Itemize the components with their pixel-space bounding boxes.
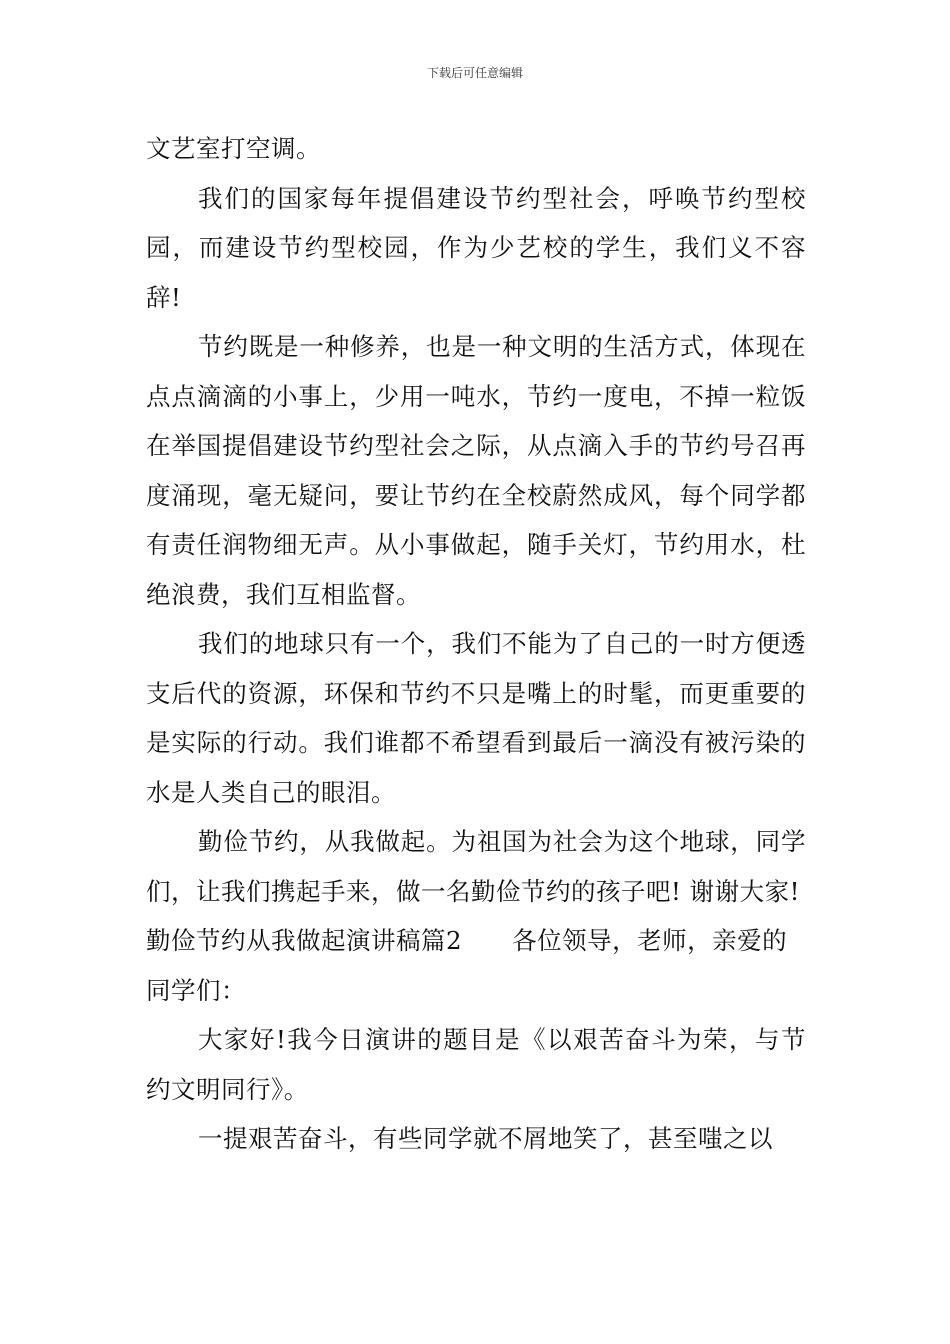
paragraph: 文艺室打空调。 xyxy=(146,134,321,163)
section-heading: 勤俭节约从我做起演讲稿篇2 xyxy=(146,926,463,955)
salutation: 各位领导，老师，亲爱的 xyxy=(512,926,788,955)
page-header: 下载后可任意编辑 xyxy=(426,66,523,80)
paragraph: 一提艰苦奋斗，有些同学就不屑地笑了，甚至嗤之以 xyxy=(198,1124,773,1153)
paragraph: 勤俭节约，从我做起。为祖国为社会为这个地球，同学们，让我们携起手来，做一名勤俭节约的孩子吧! 谢谢大家! xyxy=(146,827,806,906)
section-heading-line xyxy=(146,916,806,966)
document-body xyxy=(146,124,806,1164)
paragraph: 我们的国家每年提倡建设节约型社会，呼唤节约型校园，而建设节约型校园，作为少艺校的学生，我们义不容辞! xyxy=(146,183,806,312)
salutation-continued: 同学们： xyxy=(146,975,246,1005)
paragraph: 大家好!我今日演讲的题目是《以艰苦奋斗为荣，与节约文明同行》。 xyxy=(146,1025,806,1104)
paragraph: 我们的地球只有一个，我们不能为了自己的一时方便透支后代的资源，环保和节约不只是嘴上的时髦，而更重要的是实际的行动。我们谁都不希望看到最后一滴没有被污染的水是人类自己的眼泪。 xyxy=(146,629,806,807)
paragraph: 节约既是一种修养，也是一种文明的生活方式，体现在点点滴滴的小事上，少用一吨水，节约一度电，不掉一粒饭在举国提倡建设节约型社会之际，从点滴入手的节约号召再度涌现，毫无疑问，要让节约在全校蔚然成风，每个同学都有责任润物细无声。从小事做起，随手关灯，节约用水，杜绝浪费，我们互相监督。 xyxy=(146,332,806,609)
